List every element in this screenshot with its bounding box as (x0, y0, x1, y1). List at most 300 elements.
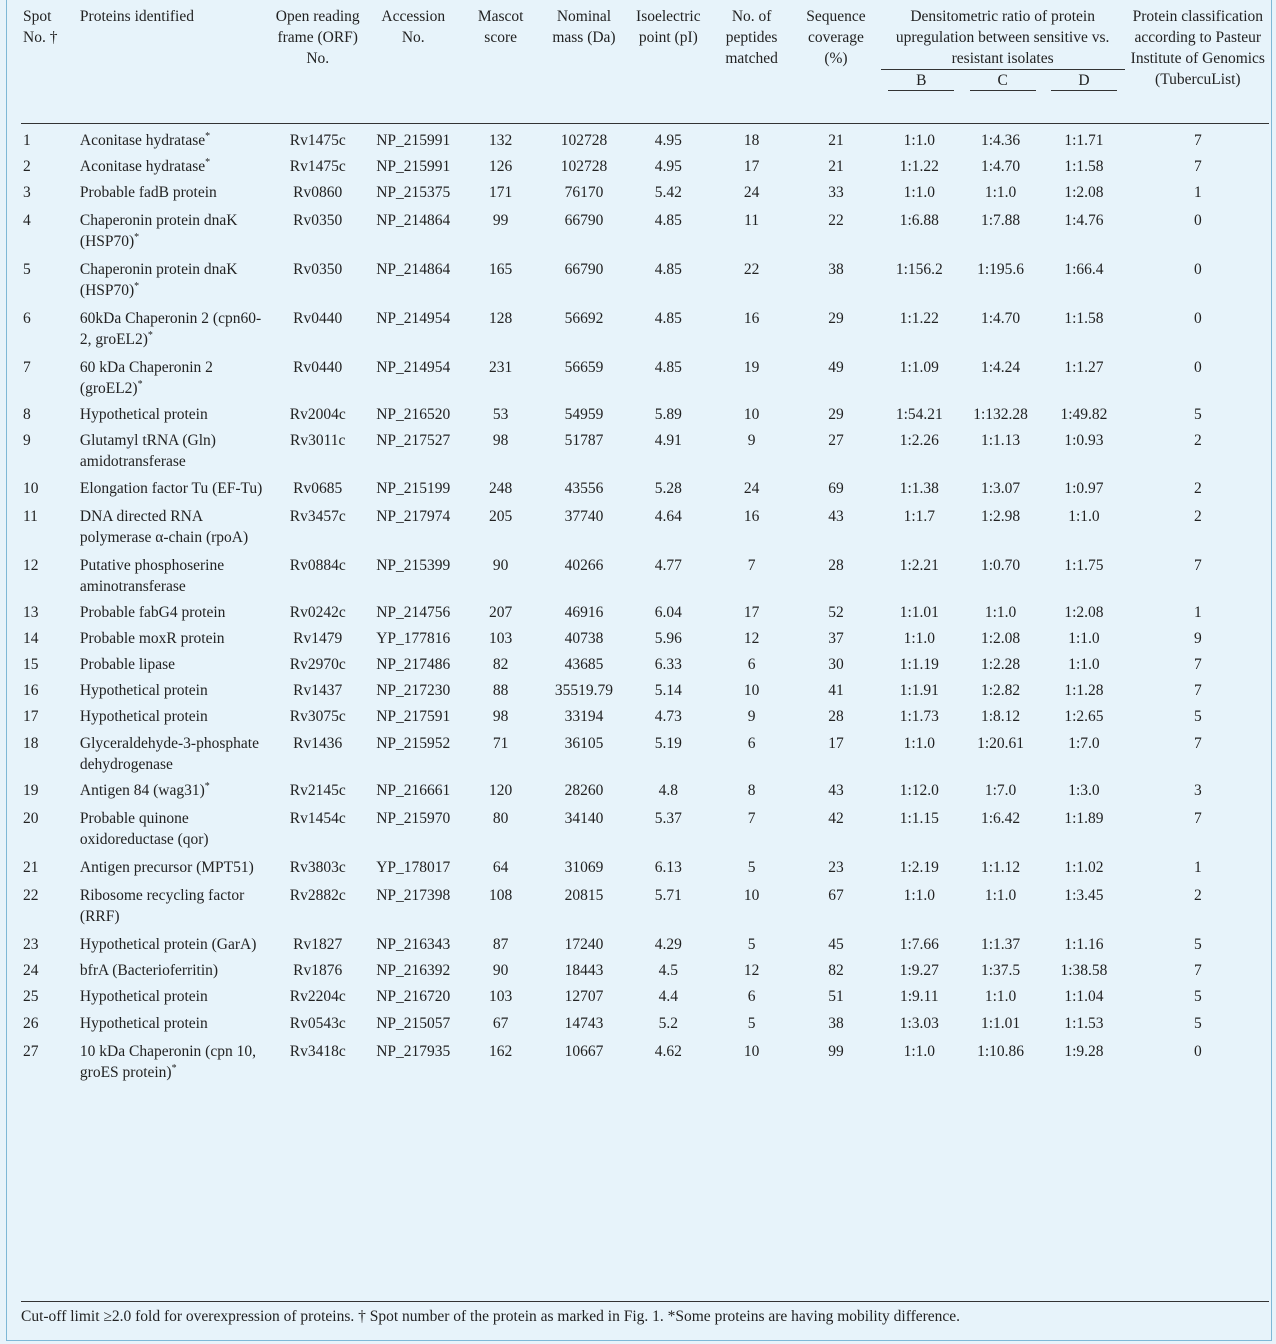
protein-name: 60kDa Chaperonin 2 (cpn60-2, groEL2) (79, 309, 262, 348)
cell-peptides: 22 (743, 260, 760, 278)
cell-ratio-d: 1:3.0 (1068, 781, 1100, 799)
cell-mass: 17240 (564, 935, 604, 953)
cell-mass: 66790 (564, 211, 604, 229)
cell-orf: Rv1475c (289, 131, 346, 149)
cell-mascot: 82 (492, 655, 509, 673)
cell-pi: 5.89 (654, 405, 682, 423)
header-protein: Proteins identified (79, 8, 194, 25)
cell-spot: 22 (23, 886, 39, 904)
header-mass: Nominal mass (Da) (552, 8, 616, 46)
cell-coverage: 21 (828, 131, 844, 149)
cell-spot: 9 (23, 431, 31, 449)
cell-classification: 9 (1193, 629, 1202, 647)
cell-ratio-d: 1:66.4 (1064, 260, 1104, 278)
cell-peptides: 18 (743, 131, 760, 149)
cell-mass: 51787 (564, 431, 604, 449)
mobility-marker: * (205, 130, 211, 142)
cell-mass: 43685 (564, 655, 604, 673)
cell-orf: Rv1876 (293, 961, 343, 979)
cell-classification: 5 (1193, 1014, 1202, 1032)
protein-name: Hypothetical protein (79, 707, 208, 725)
cell-protein (78, 548, 269, 597)
cell-ratio-c: 1:8.12 (981, 707, 1021, 725)
cell-mascot: 98 (492, 431, 509, 449)
table-row (21, 981, 1269, 1007)
cell-ratio-c: 1:1.0 (984, 987, 1017, 1005)
cell-spot: 10 (23, 479, 39, 497)
cell-mass: 14743 (564, 1014, 604, 1032)
cell-accession: NP_214954 (376, 358, 451, 376)
cell-pi: 5.42 (654, 183, 682, 201)
cell-coverage: 17 (828, 734, 844, 752)
cell-ratio-c: 1:4.70 (981, 157, 1021, 175)
table-row (21, 1034, 1269, 1083)
header-classification: Protein classification according to Pasteur Institute of Genomics (TubercuList) (1130, 8, 1265, 88)
cell-spot: 25 (23, 987, 39, 1005)
cell-mass: 10667 (564, 1042, 604, 1060)
cell-mass: 18443 (564, 961, 604, 979)
cell-peptides: 9 (747, 707, 756, 725)
cell-protein (78, 399, 269, 425)
cell-accession: NP_214756 (376, 603, 451, 621)
cell-ratio-d: 1:1.0 (1068, 655, 1100, 673)
cell-spot: 27 (23, 1042, 39, 1060)
table-row (21, 350, 1269, 399)
cell-ratio-c: 1:1.13 (981, 431, 1021, 449)
protein-name: Chaperonin protein dnaK (HSP70) (79, 260, 238, 299)
cell-coverage: 69 (828, 479, 844, 497)
cell-mass: 31069 (564, 858, 604, 876)
cell-peptides: 19 (743, 358, 760, 376)
cell-ratio-d: 1:1.58 (1064, 157, 1104, 175)
cell-coverage: 51 (828, 987, 844, 1005)
protein-name: Putative phosphoserine aminotransferase (79, 556, 225, 595)
cell-ratio-b: 1:3.03 (899, 1014, 939, 1032)
cell-classification: 7 (1193, 556, 1202, 574)
cell-spot: 16 (23, 681, 39, 699)
cell-ratio-d: 1:1.16 (1064, 935, 1104, 953)
table-row (21, 801, 1269, 850)
cell-orf: Rv0685 (293, 479, 343, 497)
cell-spot: 5 (23, 260, 31, 278)
cell-pi: 6.04 (654, 603, 682, 621)
cell-protein (78, 927, 269, 955)
cell-coverage: 52 (828, 603, 844, 621)
cell-peptides: 17 (743, 603, 760, 621)
protein-name: DNA directed RNA polymerase α-chain (rpoA) (79, 507, 249, 546)
cell-spot: 3 (23, 183, 31, 201)
cell-classification: 2 (1193, 507, 1202, 525)
cell-pi: 4.85 (654, 211, 682, 229)
cell-pi: 4.95 (654, 157, 682, 175)
cell-mascot: 67 (492, 1014, 509, 1032)
cell-accession: NP_217527 (376, 431, 451, 449)
cell-ratio-d: 1:1.0 (1068, 507, 1100, 525)
cell-spot: 15 (23, 655, 39, 673)
header-sub-b: B (888, 72, 954, 91)
cell-ratio-b: 1:1.22 (899, 309, 939, 327)
cell-mass: 76170 (564, 183, 604, 201)
cell-peptides: 5 (747, 1014, 756, 1032)
table-body (21, 124, 1269, 1083)
protein-name: Probable quinone oxidoreductase (qor) (79, 809, 209, 848)
cell-orf: Rv1827 (293, 935, 343, 953)
cell-ratio-b: 1:1.38 (899, 479, 939, 497)
cell-accession: YP_178017 (376, 858, 451, 876)
table-row (21, 499, 1269, 548)
header-coverage: Sequence coverage (%) (806, 8, 866, 67)
mobility-marker: * (204, 780, 210, 792)
cell-orf: Rv2145c (289, 781, 346, 799)
cell-ratio-b: 1:1.0 (903, 1042, 936, 1060)
cell-orf: Rv1437 (293, 681, 343, 699)
table-row (21, 623, 1269, 649)
header-orf: Open reading frame (ORF) No. (275, 8, 360, 67)
cell-classification: 0 (1193, 1042, 1202, 1060)
cell-accession: NP_215199 (376, 479, 451, 497)
cell-ratio-c: 1:1.37 (981, 935, 1021, 953)
table-row (21, 252, 1269, 301)
cell-orf: Rv3418c (289, 1042, 346, 1060)
cell-pi: 4.73 (654, 707, 682, 725)
bottom-rule (21, 1301, 1269, 1302)
protein-name: Hypothetical protein (79, 681, 208, 699)
cell-mascot: 53 (492, 405, 509, 423)
protein-name: Glyceraldehyde-3-phosphate dehydrogenase (79, 734, 259, 773)
cell-coverage: 38 (828, 1014, 844, 1032)
cell-spot: 13 (23, 603, 39, 621)
cell-mascot: 207 (489, 603, 513, 621)
mobility-marker: * (134, 231, 140, 243)
cell-coverage: 29 (828, 405, 844, 423)
cell-classification: 7 (1193, 734, 1202, 752)
cell-coverage: 23 (828, 858, 844, 876)
cell-mascot: 128 (489, 309, 513, 327)
cell-accession: YP_177816 (376, 629, 451, 647)
cell-ratio-c: 1:6.42 (981, 809, 1021, 827)
cell-accession: NP_217398 (376, 886, 451, 904)
cell-peptides: 11 (744, 211, 760, 229)
cell-mascot: 64 (492, 858, 509, 876)
cell-ratio-b: 1:2.19 (899, 858, 939, 876)
cell-ratio-d: 1:1.04 (1064, 987, 1104, 1005)
cell-spot: 12 (23, 556, 39, 574)
cell-protein (78, 1034, 269, 1083)
cell-peptides: 6 (747, 734, 756, 752)
cell-mass: 56692 (564, 309, 604, 327)
cell-accession: NP_216661 (376, 781, 451, 799)
cell-ratio-d: 1:1.58 (1064, 309, 1104, 327)
cell-mascot: 120 (489, 781, 513, 799)
cell-ratio-c: 1:20.61 (977, 734, 1025, 752)
mobility-marker: * (205, 156, 211, 168)
cell-ratio-b: 1:1.73 (899, 707, 939, 725)
cell-mass: 46916 (564, 603, 604, 621)
cell-orf: Rv0350 (293, 211, 343, 229)
table-row (21, 301, 1269, 350)
protein-name: Hypothetical protein (79, 987, 208, 1005)
protein-name: Glutamyl tRNA (Gln) amidotransferase (79, 431, 216, 470)
table-row (21, 472, 1269, 499)
cell-mascot: 231 (489, 358, 513, 376)
cell-coverage: 43 (828, 507, 844, 525)
cell-accession: NP_216720 (376, 987, 451, 1005)
cell-orf: Rv0884c (289, 556, 346, 574)
cell-accession: NP_215952 (376, 734, 451, 752)
cell-peptides: 7 (747, 809, 756, 827)
cell-orf: Rv2882c (289, 886, 346, 904)
cell-orf: Rv0242c (289, 603, 346, 621)
header-densitometric (879, 6, 1127, 91)
header-subcolumns (881, 70, 1125, 91)
cell-accession: NP_215991 (376, 131, 451, 149)
cell-ratio-d: 1:2.65 (1064, 707, 1104, 725)
cell-mascot: 171 (489, 183, 513, 201)
cell-pi: 5.2 (658, 1014, 678, 1032)
cell-protein (78, 499, 269, 548)
cell-ratio-d: 1:1.71 (1064, 131, 1104, 149)
cell-peptides: 17 (743, 157, 760, 175)
cell-accession: NP_216392 (376, 961, 451, 979)
cell-pi: 4.85 (654, 358, 682, 376)
cell-mascot: 103 (489, 987, 513, 1005)
cell-classification: 7 (1193, 681, 1202, 699)
cell-ratio-d: 1:1.28 (1064, 681, 1104, 699)
cell-coverage: 45 (828, 935, 844, 953)
cell-pi: 5.19 (654, 734, 682, 752)
cell-coverage: 43 (828, 781, 844, 799)
cell-mascot: 80 (492, 809, 509, 827)
header-peptides: No. of peptides matched (725, 8, 778, 67)
cell-accession: NP_215991 (376, 157, 451, 175)
table-row (21, 548, 1269, 597)
footnote: Cut-off limit ≥2.0 fold for overexpression of proteins. † Spot number of the protein as marked in Fig. 1. *Some proteins are having mobility difference. (21, 1308, 961, 1325)
cell-ratio-b: 1:1.19 (899, 655, 939, 673)
cell-peptides: 12 (743, 629, 760, 647)
cell-classification: 7 (1193, 157, 1202, 175)
cell-ratio-c: 1:7.0 (984, 781, 1017, 799)
cell-orf: Rv2004c (289, 405, 346, 423)
cell-mascot: 205 (489, 507, 513, 525)
cell-pi: 5.28 (654, 479, 682, 497)
cell-protein (78, 177, 269, 203)
cell-ratio-b: 1:1.91 (899, 681, 939, 699)
cell-pi: 5.14 (654, 681, 682, 699)
cell-coverage: 38 (828, 260, 844, 278)
cell-accession: NP_215057 (376, 1014, 451, 1032)
cell-ratio-d: 1:4.76 (1064, 211, 1104, 229)
cell-ratio-c: 1:0.70 (981, 556, 1021, 574)
cell-mascot: 248 (489, 479, 513, 497)
cell-mascot: 99 (492, 211, 509, 229)
table-row (21, 927, 1269, 955)
cell-classification: 1 (1193, 858, 1202, 876)
table-row (21, 850, 1269, 878)
cell-peptides: 12 (743, 961, 760, 979)
header-densitometric-text: Densitometric ratio of protein upregulation between sensitive vs. resistant isolates (881, 6, 1125, 70)
cell-ratio-b: 1:1.15 (899, 809, 939, 827)
cell-protein (78, 850, 269, 878)
cell-classification: 5 (1193, 935, 1202, 953)
cell-pi: 6.13 (654, 858, 682, 876)
protein-name: Probable fabG4 protein (79, 603, 226, 621)
cell-peptides: 16 (743, 309, 760, 327)
protein-name: Ribosome recycling factor (RRF) (79, 886, 245, 925)
cell-mass: 36105 (564, 734, 604, 752)
cell-accession: NP_214864 (376, 260, 451, 278)
cell-protein (78, 350, 269, 399)
header-sub-c: C (970, 72, 1036, 91)
cell-classification: 7 (1193, 655, 1202, 673)
cell-pi: 4.8 (658, 781, 678, 799)
cell-ratio-c: 1:4.36 (981, 131, 1021, 149)
table-row (21, 151, 1269, 177)
cell-mascot: 88 (492, 681, 509, 699)
cell-classification: 7 (1193, 131, 1202, 149)
cell-ratio-c: 1:1.0 (984, 603, 1017, 621)
cell-pi: 5.96 (654, 629, 682, 647)
protein-name: Chaperonin protein dnaK (HSP70) (79, 211, 238, 250)
cell-orf: Rv3457c (289, 507, 346, 525)
cell-ratio-b: 1:9.11 (900, 987, 939, 1005)
mobility-marker: * (147, 329, 153, 341)
table-row (21, 675, 1269, 701)
cell-mass: 43556 (564, 479, 604, 497)
cell-ratio-b: 1:1.0 (903, 131, 936, 149)
cell-orf: Rv0440 (293, 358, 343, 376)
cell-ratio-d: 1:9.28 (1064, 1042, 1104, 1060)
mobility-marker: * (171, 1062, 177, 1074)
cell-peptides: 10 (743, 1042, 760, 1060)
cell-ratio-d: 1:3.45 (1064, 886, 1104, 904)
cell-spot: 8 (23, 405, 31, 423)
cell-coverage: 28 (828, 707, 844, 725)
cell-accession: NP_215375 (376, 183, 451, 201)
cell-pi: 4.5 (658, 961, 678, 979)
cell-classification: 1 (1193, 183, 1202, 201)
cell-spot: 14 (23, 629, 39, 647)
cell-spot: 17 (23, 707, 39, 725)
table-row (21, 399, 1269, 425)
cell-ratio-c: 1:1.0 (984, 886, 1017, 904)
cell-ratio-c: 1:37.5 (981, 961, 1021, 979)
cell-orf: Rv1475c (289, 157, 346, 175)
cell-ratio-d: 1:1.0 (1068, 629, 1100, 647)
cell-mass: 20815 (564, 886, 604, 904)
cell-orf: Rv0350 (293, 260, 343, 278)
cell-ratio-d: 1:2.08 (1064, 183, 1104, 201)
protein-table (21, 6, 1269, 1083)
cell-accession: NP_216343 (376, 935, 451, 953)
cell-mascot: 103 (489, 629, 513, 647)
cell-accession: NP_214864 (376, 211, 451, 229)
cell-ratio-b: 1:1.7 (903, 507, 936, 525)
cell-ratio-b: 1:12.0 (899, 781, 939, 799)
cell-peptides: 8 (747, 781, 756, 799)
cell-ratio-d: 1:2.08 (1064, 603, 1104, 621)
cell-coverage: 41 (828, 681, 844, 699)
cell-spot: 19 (23, 781, 39, 799)
cell-spot: 7 (23, 358, 31, 376)
cell-coverage: 67 (828, 886, 844, 904)
cell-orf: Rv2204c (289, 987, 346, 1005)
cell-accession: NP_214954 (376, 309, 451, 327)
cell-coverage: 29 (828, 309, 844, 327)
cell-ratio-b: 1:9.27 (899, 961, 939, 979)
cell-spot: 24 (23, 961, 39, 979)
cell-ratio-c: 1:1.01 (981, 1014, 1021, 1032)
protein-name: 10 kDa Chaperonin (cpn 10, groES protein) (79, 1042, 256, 1081)
table-row (21, 955, 1269, 981)
cell-pi: 5.37 (654, 809, 682, 827)
cell-protein (78, 981, 269, 1007)
cell-ratio-d: 1:1.02 (1064, 858, 1104, 876)
cell-ratio-b: 1:2.21 (899, 556, 939, 574)
cell-mass: 33194 (564, 707, 604, 725)
cell-pi: 4.77 (654, 556, 682, 574)
table-row (21, 177, 1269, 203)
cell-coverage: 37 (828, 629, 844, 647)
cell-pi: 4.95 (654, 131, 682, 149)
cell-pi: 4.85 (654, 309, 682, 327)
cell-classification: 7 (1193, 961, 1202, 979)
cell-peptides: 6 (747, 655, 756, 673)
protein-name: Hypothetical protein (GarA) (79, 935, 257, 953)
cell-ratio-c: 1:2.98 (981, 507, 1021, 525)
cell-pi: 4.64 (654, 507, 682, 525)
cell-ratio-d: 1:1.75 (1064, 556, 1104, 574)
cell-orf: Rv2970c (289, 655, 346, 673)
protein-name: Hypothetical protein (79, 1014, 208, 1032)
cell-ratio-c: 1:1.0 (984, 183, 1017, 201)
cell-accession: NP_215399 (376, 556, 451, 574)
protein-name: 60 kDa Chaperonin 2 (groEL2) (79, 358, 213, 397)
protein-name: Probable fadB protein (79, 183, 217, 201)
cell-classification: 0 (1193, 260, 1202, 278)
cell-ratio-c: 1:2.28 (981, 655, 1021, 673)
cell-protein (78, 878, 269, 927)
cell-ratio-b: 1:156.2 (895, 260, 943, 278)
cell-mascot: 90 (492, 961, 509, 979)
cell-protein (78, 955, 269, 981)
cell-coverage: 21 (828, 157, 844, 175)
cell-protein (78, 252, 269, 301)
cell-ratio-c: 1:4.24 (981, 358, 1021, 376)
cell-ratio-c: 1:1.12 (981, 858, 1021, 876)
table-row (21, 597, 1269, 623)
cell-spot: 18 (23, 734, 39, 752)
cell-spot: 4 (23, 211, 31, 229)
cell-ratio-d: 1:0.93 (1064, 431, 1104, 449)
cell-spot: 26 (23, 1014, 39, 1032)
cell-accession: NP_215970 (376, 809, 451, 827)
cell-pi: 4.85 (654, 260, 682, 278)
cell-orf: Rv0543c (289, 1014, 346, 1032)
cell-ratio-b: 1:1.22 (899, 157, 939, 175)
header-sub-d: D (1051, 72, 1117, 91)
table-row (21, 775, 1269, 801)
table-row (21, 727, 1269, 775)
table-row (21, 878, 1269, 927)
cell-coverage: 30 (828, 655, 844, 673)
cell-ratio-c: 1:10.86 (977, 1042, 1025, 1060)
cell-peptides: 24 (743, 183, 760, 201)
cell-mass: 28260 (564, 781, 604, 799)
cell-mass: 37740 (564, 507, 604, 525)
cell-ratio-b: 1:1.0 (903, 734, 936, 752)
cell-orf: Rv3075c (289, 707, 346, 725)
cell-orf: Rv3011c (290, 431, 346, 449)
